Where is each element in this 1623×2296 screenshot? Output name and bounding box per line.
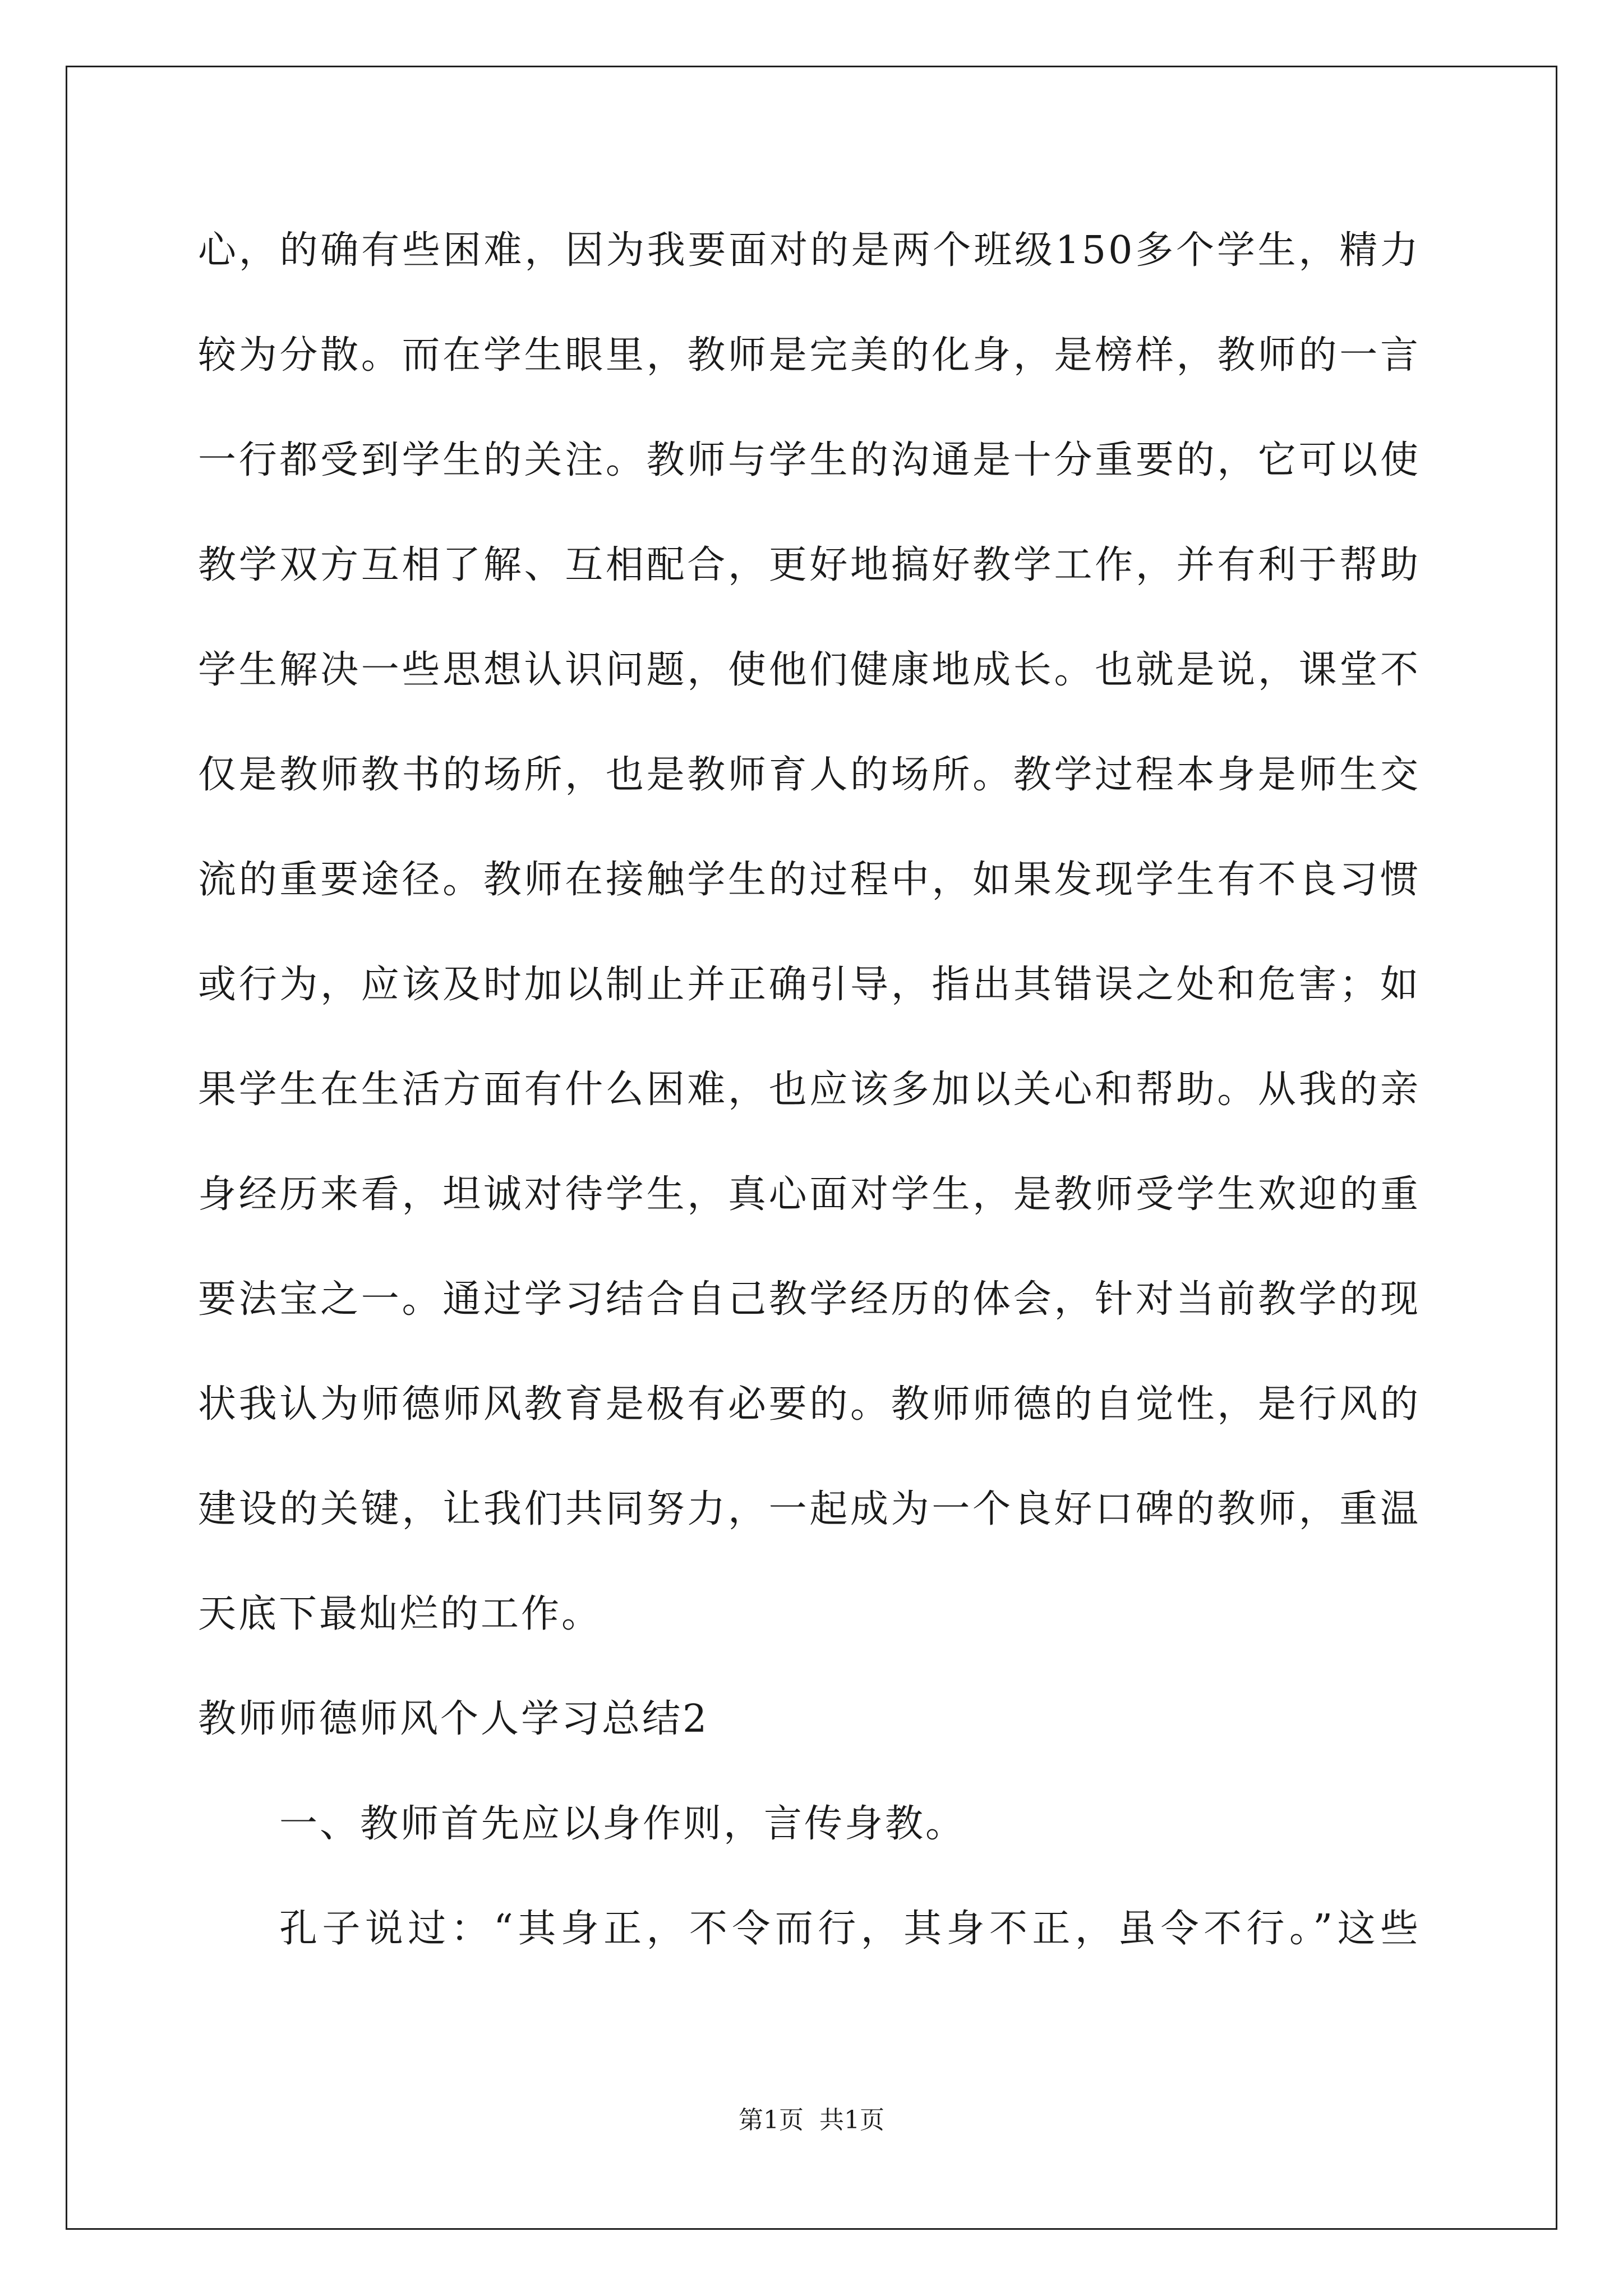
paragraph-line: 果学生在生活方面有什么困难，也应该多加以关心和帮助。从我的亲: [198, 1068, 1421, 1112]
paragraph-line: 状我认为师德师风教育是极有必要的。教师师德的自觉性，是行风的: [198, 1382, 1421, 1427]
paragraph-line: 要法宝之一。通过学习结合自己教学经历的体会，针对当前教学的现: [198, 1277, 1421, 1322]
paragraph-line: 心，的确有些困难，因为我要面对的是两个班级150多个学生，精力: [198, 228, 1421, 273]
paragraph-line: 孔子说过：“其身正，不令而行，其身不正，虽令不行。”这些: [279, 1907, 1421, 1951]
paragraph-line: 或行为，应该及时加以制止并正确引导，指出其错误之处和危害；如: [198, 963, 1421, 1007]
page-number-footer: 第1页 共1页: [739, 2106, 884, 2134]
paragraph-line: 仅是教师教书的场所，也是教师育人的场所。教学过程本身是师生交: [198, 753, 1421, 797]
paragraph-line: 身经历来看，坦诚对待学生，真心面对学生，是教师受学生欢迎的重: [198, 1172, 1421, 1217]
paragraph-line: 建设的关键，让我们共同努力，一起成为一个良好口碑的教师，重温: [198, 1487, 1421, 1531]
paragraph-line: 天底下最灿烂的工作。: [198, 1592, 602, 1636]
paragraph-line: 流的重要途径。教师在接触学生的过程中，如果发现学生有不良习惯: [198, 858, 1421, 902]
paragraph-line: 教学双方互相了解、互相配合，更好地搞好教学工作，并有利于帮助: [198, 543, 1421, 587]
paragraph-line: 一行都受到学生的关注。教师与学生的沟通是十分重要的，它可以使: [198, 438, 1421, 482]
paragraph-line: 较为分散。而在学生眼里，教师是完美的化身，是榜样，教师的一言: [198, 333, 1421, 378]
section-heading-point: 一、教师首先应以身作则，言传身教。: [279, 1802, 966, 1846]
paragraph-line: 学生解决一些思想认识问题，使他们健康地成长。也就是说，课堂不: [198, 648, 1421, 692]
section-title: 教师师德师风个人学习总结2: [198, 1697, 709, 1741]
